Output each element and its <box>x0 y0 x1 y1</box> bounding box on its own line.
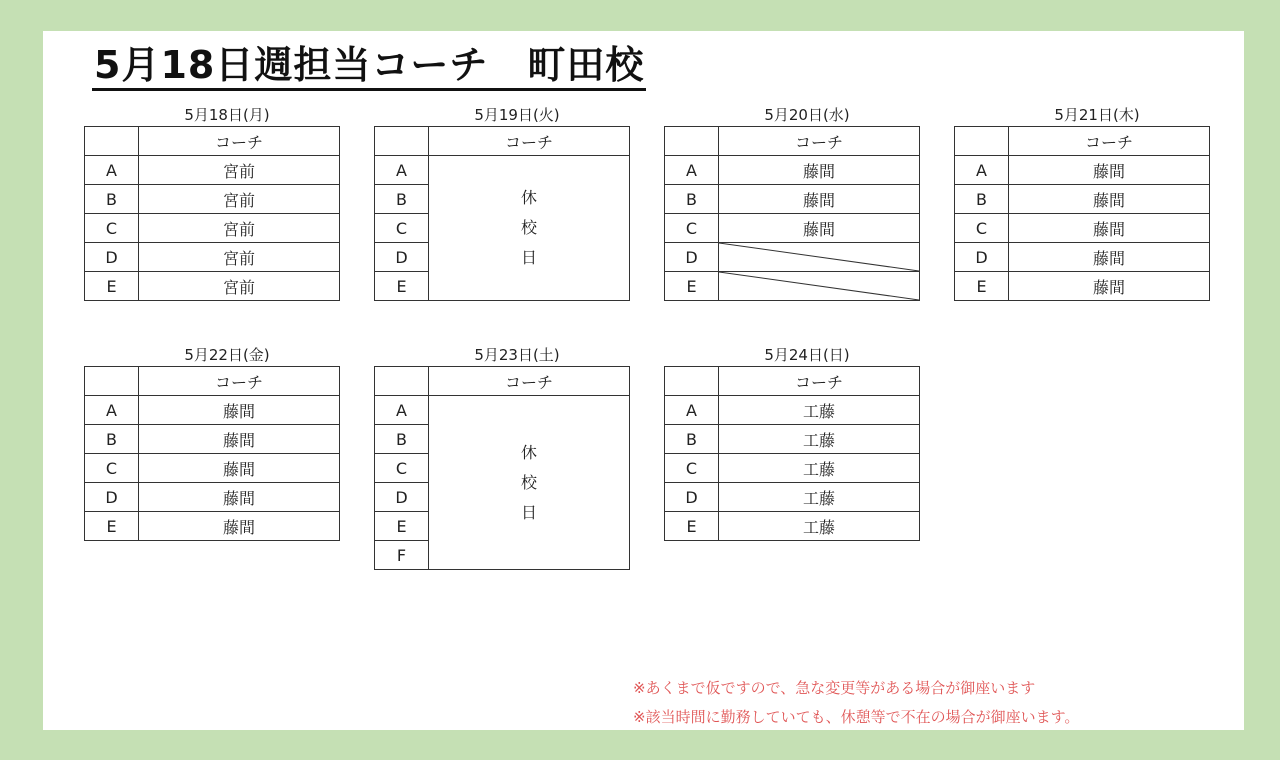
coach-cell: 藤間 <box>1009 214 1210 243</box>
coach-cell: 藤間 <box>1009 156 1210 185</box>
header-row <box>955 127 1210 156</box>
coach-cell: 工藤 <box>719 425 920 454</box>
coach-header-cell: コーチ <box>429 127 630 156</box>
slot-cell: B <box>955 185 1009 214</box>
slot-cell: A <box>665 156 719 185</box>
slot-cell: D <box>955 243 1009 272</box>
slot-cell: B <box>375 185 429 214</box>
struck-cell <box>719 272 920 301</box>
slot-cell: D <box>375 483 429 512</box>
day-label: 5月21日(木) <box>1054 106 1140 124</box>
slot-cell: D <box>85 243 139 272</box>
closed-cell <box>429 156 630 301</box>
slot-cell: D <box>665 243 719 272</box>
slot-cell: B <box>85 425 139 454</box>
table-row <box>665 483 920 512</box>
slot-cell: D <box>85 483 139 512</box>
day-schedule <box>374 104 630 301</box>
slot-cell: C <box>665 454 719 483</box>
day-label: 5月23日(土) <box>474 346 560 364</box>
slot-cell: B <box>85 185 139 214</box>
coach-cell: 宮前 <box>139 185 340 214</box>
day-label: 5月22日(金) <box>184 346 270 364</box>
header-row <box>85 367 340 396</box>
day-label: 5月24日(日) <box>764 346 850 364</box>
slot-cell: C <box>85 214 139 243</box>
table-row <box>665 243 920 272</box>
header-blank-cell <box>85 127 139 156</box>
slot-cell: B <box>665 425 719 454</box>
coach-cell: 工藤 <box>719 512 920 541</box>
header-row <box>665 367 920 396</box>
day-schedule <box>374 344 630 570</box>
table-row <box>955 214 1210 243</box>
header-blank-cell <box>665 127 719 156</box>
struck-cell <box>719 243 920 272</box>
coach-cell: 藤間 <box>139 425 340 454</box>
coach-cell: 藤間 <box>719 185 920 214</box>
slot-cell: C <box>955 214 1009 243</box>
slot-cell: C <box>85 454 139 483</box>
slot-cell: A <box>955 156 1009 185</box>
table-row <box>955 185 1210 214</box>
slot-cell: C <box>375 454 429 483</box>
coach-cell: 藤間 <box>1009 272 1210 301</box>
schedule-table <box>374 126 630 301</box>
table-row <box>85 396 340 425</box>
slot-cell: E <box>375 512 429 541</box>
coach-cell: 藤間 <box>719 156 920 185</box>
slot-cell: B <box>665 185 719 214</box>
slot-cell: E <box>85 512 139 541</box>
coach-cell: 工藤 <box>719 483 920 512</box>
coach-header-cell: コーチ <box>1009 127 1210 156</box>
day-schedule <box>84 344 340 541</box>
slot-cell: B <box>375 425 429 454</box>
notes <box>633 674 1079 732</box>
table-row <box>665 156 920 185</box>
slot-cell: D <box>665 483 719 512</box>
coach-cell: 藤間 <box>139 512 340 541</box>
slot-cell: E <box>955 272 1009 301</box>
coach-cell: 藤間 <box>139 483 340 512</box>
closed-text: 休校日 <box>521 188 538 267</box>
slot-cell: C <box>375 214 429 243</box>
header-blank-cell <box>375 367 429 396</box>
schedule-table <box>664 366 920 541</box>
table-row <box>85 512 340 541</box>
day-label: 5月20日(水) <box>764 106 850 124</box>
header-row <box>85 127 340 156</box>
schedule-table <box>374 366 630 570</box>
closed-text: 休校日 <box>521 442 538 522</box>
day-schedule <box>664 104 920 301</box>
page-title: 5月18日週担当コーチ 町田校 <box>92 42 646 91</box>
header-blank-cell <box>955 127 1009 156</box>
table-row <box>375 156 630 185</box>
table-row <box>955 156 1210 185</box>
coach-cell: 藤間 <box>139 454 340 483</box>
slot-cell: A <box>375 156 429 185</box>
coach-header-cell: コーチ <box>719 367 920 396</box>
header-blank-cell <box>665 367 719 396</box>
table-row <box>85 425 340 454</box>
table-row <box>85 185 340 214</box>
day-schedule <box>954 104 1210 301</box>
table-row <box>85 272 340 301</box>
table-row <box>665 185 920 214</box>
table-row <box>375 396 630 425</box>
table-row <box>85 454 340 483</box>
header-blank-cell <box>85 367 139 396</box>
slot-cell: D <box>375 243 429 272</box>
coach-cell: 工藤 <box>719 454 920 483</box>
strike-line <box>719 272 919 300</box>
coach-cell: 藤間 <box>139 396 340 425</box>
table-row <box>85 243 340 272</box>
slot-cell: F <box>375 541 429 570</box>
coach-header-cell: コーチ <box>719 127 920 156</box>
schedule-table <box>954 126 1210 301</box>
header-row <box>665 127 920 156</box>
slot-cell: A <box>85 396 139 425</box>
table-row <box>665 512 920 541</box>
closed-cell <box>429 396 630 570</box>
day-schedule <box>664 344 920 541</box>
slot-cell: A <box>665 396 719 425</box>
note-line: ※該当時間に勤務していても、休憩等で不在の場合が御座います。 <box>633 708 1080 726</box>
slot-cell: E <box>665 512 719 541</box>
coach-cell: 藤間 <box>719 214 920 243</box>
coach-cell: 宮前 <box>139 272 340 301</box>
header-row <box>375 127 630 156</box>
schedule-table <box>664 126 920 301</box>
coach-cell: 宮前 <box>139 214 340 243</box>
coach-header-cell: コーチ <box>139 367 340 396</box>
table-row <box>665 425 920 454</box>
note-line: ※あくまで仮ですので、急な変更等がある場合が御座います <box>633 679 1036 697</box>
table-row <box>665 454 920 483</box>
day-schedule <box>84 104 340 301</box>
day-label: 5月19日(火) <box>474 106 560 124</box>
coach-cell: 宮前 <box>139 243 340 272</box>
table-row <box>85 156 340 185</box>
table-row <box>665 272 920 301</box>
coach-cell: 宮前 <box>139 156 340 185</box>
schedule-table <box>84 126 340 301</box>
coach-cell: 藤間 <box>1009 243 1210 272</box>
table-row <box>955 243 1210 272</box>
strike-line <box>719 243 919 271</box>
coach-header-cell: コーチ <box>139 127 340 156</box>
slot-cell: E <box>85 272 139 301</box>
coach-header-cell: コーチ <box>429 367 630 396</box>
slot-cell: E <box>375 272 429 301</box>
slot-cell: A <box>375 396 429 425</box>
slot-cell: E <box>665 272 719 301</box>
table-row <box>85 214 340 243</box>
coach-cell: 藤間 <box>1009 185 1210 214</box>
table-row <box>955 272 1210 301</box>
header-row <box>375 367 630 396</box>
header-blank-cell <box>375 127 429 156</box>
coach-cell: 工藤 <box>719 396 920 425</box>
slot-cell: A <box>85 156 139 185</box>
table-row <box>665 396 920 425</box>
schedule-table <box>84 366 340 541</box>
slot-cell: C <box>665 214 719 243</box>
day-label: 5月18日(月) <box>184 106 270 124</box>
table-row <box>85 483 340 512</box>
table-row <box>665 214 920 243</box>
